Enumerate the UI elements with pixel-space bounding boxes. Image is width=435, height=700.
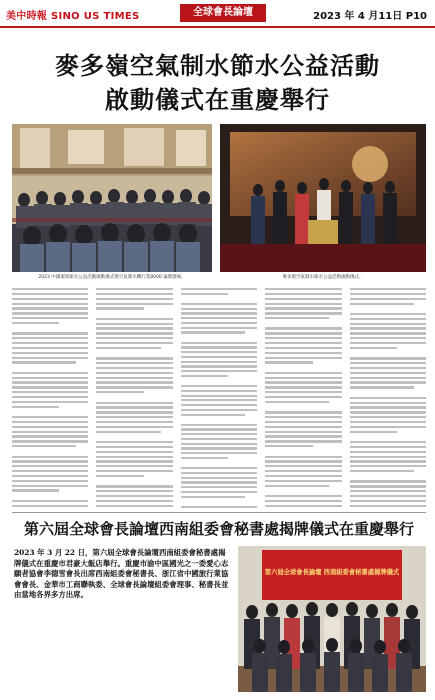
text-line xyxy=(12,426,88,428)
text-line xyxy=(12,377,88,379)
text-line xyxy=(350,386,414,388)
text-line xyxy=(265,317,329,319)
text-line xyxy=(96,406,172,408)
text-line xyxy=(12,440,88,442)
text-line xyxy=(12,307,88,309)
text-line xyxy=(96,307,143,309)
text-line xyxy=(350,416,426,418)
text-line xyxy=(265,440,341,442)
paragraph-gap xyxy=(350,352,426,355)
article1-body-columns xyxy=(12,286,426,508)
text-line xyxy=(350,298,426,300)
text-line xyxy=(12,475,88,477)
text-line xyxy=(12,337,88,339)
paragraph-gap xyxy=(265,450,341,453)
text-line xyxy=(350,362,426,364)
text-line xyxy=(96,337,172,339)
text-line xyxy=(96,372,172,374)
text-line xyxy=(12,505,88,507)
text-line xyxy=(96,288,172,290)
text-line xyxy=(350,505,426,507)
text-line xyxy=(350,372,426,374)
text-line xyxy=(96,485,172,487)
body-column-3 xyxy=(181,286,257,508)
text-line xyxy=(96,402,172,404)
text-line xyxy=(265,421,341,423)
text-line xyxy=(265,381,341,383)
text-line xyxy=(350,485,426,487)
text-line xyxy=(12,391,88,393)
text-line xyxy=(181,424,257,426)
text-line xyxy=(12,396,88,398)
text-line xyxy=(350,318,426,320)
paragraph-gap xyxy=(181,418,257,421)
text-line xyxy=(350,470,414,472)
text-line xyxy=(181,404,257,406)
text-line xyxy=(12,288,88,290)
text-line xyxy=(12,456,88,458)
text-line xyxy=(181,331,245,333)
text-line xyxy=(181,486,257,488)
masthead xyxy=(0,0,435,28)
text-line xyxy=(265,445,312,447)
paragraph-gap xyxy=(12,450,88,453)
body-column-2 xyxy=(96,286,172,508)
text-line xyxy=(96,475,143,477)
text-line xyxy=(265,465,341,467)
text-line xyxy=(96,327,172,329)
paragraph-gap xyxy=(12,494,88,497)
paragraph-gap xyxy=(350,435,426,438)
paragraph-gap xyxy=(12,411,88,414)
paragraph-gap xyxy=(181,298,257,301)
text-line xyxy=(12,347,88,349)
paragraph-gap xyxy=(350,475,426,478)
text-line xyxy=(181,346,257,348)
text-line xyxy=(265,475,341,477)
text-line xyxy=(12,489,59,491)
text-line xyxy=(181,414,245,416)
text-line xyxy=(96,318,172,320)
article2-headline: 第六屆全球會長論壇西南組委會秘書處揭牌儀式在重慶舉行 xyxy=(23,520,414,538)
text-line xyxy=(350,490,426,492)
text-line xyxy=(12,372,88,374)
text-line xyxy=(96,386,172,388)
text-line xyxy=(96,391,143,393)
text-line xyxy=(265,288,341,290)
text-line xyxy=(350,377,426,379)
text-line xyxy=(265,357,341,359)
text-line xyxy=(12,465,88,467)
text-line xyxy=(12,312,88,314)
text-line xyxy=(181,303,257,305)
text-line xyxy=(350,327,426,329)
text-line xyxy=(96,495,172,497)
text-line xyxy=(265,391,341,393)
text-line xyxy=(181,288,257,290)
text-line xyxy=(96,500,172,502)
text-line xyxy=(181,317,257,319)
text-line xyxy=(265,372,341,374)
text-line xyxy=(350,397,426,399)
text-line xyxy=(181,351,257,353)
text-line xyxy=(350,500,426,502)
article1-headline-line1: 麥多嶺空氣制水節水公益活動 xyxy=(55,51,380,80)
text-line xyxy=(96,460,172,462)
text-line xyxy=(96,347,160,349)
text-line xyxy=(12,416,88,418)
body-column-1 xyxy=(12,286,88,508)
text-line xyxy=(181,467,257,469)
text-line xyxy=(265,485,329,487)
text-line xyxy=(265,298,341,300)
paragraph-gap xyxy=(181,380,257,383)
text-line xyxy=(12,357,88,359)
text-line xyxy=(12,352,88,354)
paragraph-gap xyxy=(12,327,88,330)
text-line xyxy=(181,506,257,508)
text-line xyxy=(350,323,426,325)
photo-group-unveiling xyxy=(238,546,426,692)
text-line xyxy=(181,375,228,377)
text-line xyxy=(12,342,88,344)
text-line xyxy=(265,396,341,398)
text-line xyxy=(181,477,257,479)
text-line xyxy=(350,456,426,458)
body-column-5 xyxy=(350,286,426,508)
text-line xyxy=(96,465,172,467)
text-line xyxy=(12,293,88,295)
text-line xyxy=(265,416,341,418)
text-line xyxy=(350,465,426,467)
text-line xyxy=(96,490,172,492)
text-line xyxy=(181,457,228,459)
paragraph-gap xyxy=(265,406,341,409)
date-page-label: 2023 年 4 月11日 P10 xyxy=(313,11,427,22)
text-line xyxy=(350,347,397,349)
text-line xyxy=(265,327,341,329)
text-line xyxy=(350,332,426,334)
text-line xyxy=(350,426,426,428)
text-line xyxy=(181,365,257,367)
text-line xyxy=(96,357,172,359)
text-line xyxy=(181,390,257,392)
text-line xyxy=(350,337,426,339)
text-line xyxy=(265,460,341,462)
text-line xyxy=(181,385,257,387)
newspaper-logo: 美中時報 SINO US TIMES xyxy=(6,11,140,22)
text-line xyxy=(265,500,341,502)
paragraph-gap xyxy=(350,307,426,310)
text-line xyxy=(181,438,257,440)
text-line xyxy=(265,435,341,437)
text-line xyxy=(96,303,172,305)
text-line xyxy=(265,377,341,379)
text-line xyxy=(181,409,257,411)
text-line xyxy=(12,317,88,319)
text-line xyxy=(96,456,172,458)
text-line xyxy=(350,406,426,408)
text-line xyxy=(181,399,257,401)
text-line xyxy=(181,443,257,445)
text-line xyxy=(96,441,172,443)
photo1-caption: 2023 中國環保節水公益活動啟動儀式暨空氣制水機行業8000 論壇現場。 xyxy=(38,275,186,280)
text-line xyxy=(96,332,172,334)
section-label: 全球會長論壇 xyxy=(180,4,266,22)
text-line xyxy=(181,312,257,314)
paragraph-gap xyxy=(265,366,341,369)
text-line xyxy=(350,431,397,433)
text-line xyxy=(265,495,341,497)
text-line xyxy=(265,426,341,428)
text-line xyxy=(265,386,341,388)
article2-body: 2023 年 3 月 22 日，第六屆全球會長論壇西南組委會秘書處揭牌儀式在重慶市君豪大飯店舉行。重慶市渝中區國光之一委愛心志願者協會李德雪會長出席西南組委會秘書長、浙江省中國旅行業協會會長、金華市工商聯執委、全球會長論壇組委會理事、秘書長並由當地各界多方出席。 xyxy=(14,548,229,600)
text-line xyxy=(181,370,257,372)
photo2-caption: 麥多嶺空氣制水節水公益活動啟動儀式。 xyxy=(282,275,364,280)
text-line xyxy=(265,456,341,458)
text-line xyxy=(265,342,341,344)
text-line xyxy=(181,308,257,310)
text-line xyxy=(181,452,257,454)
text-line xyxy=(265,401,329,403)
text-line xyxy=(12,435,88,437)
article1-headline-line2: 啟動儀式在重慶舉行 xyxy=(105,85,330,114)
text-line xyxy=(265,352,341,354)
paragraph-gap xyxy=(96,312,172,315)
text-line xyxy=(181,293,228,295)
text-line xyxy=(350,421,426,423)
body-column-4 xyxy=(265,286,341,508)
text-line xyxy=(181,496,245,498)
text-line xyxy=(96,426,172,428)
text-line xyxy=(265,307,341,309)
text-line xyxy=(181,433,257,435)
text-line xyxy=(350,313,426,315)
text-line xyxy=(12,470,88,472)
text-line xyxy=(12,303,88,305)
paragraph-gap xyxy=(96,480,172,483)
text-line xyxy=(265,337,341,339)
text-line xyxy=(350,441,426,443)
text-line xyxy=(350,402,426,404)
text-line xyxy=(96,451,172,453)
text-line xyxy=(96,421,172,423)
paragraph-gap xyxy=(181,462,257,465)
paragraph-gap xyxy=(265,322,341,325)
text-line xyxy=(12,298,88,300)
text-line xyxy=(181,342,257,344)
text-line xyxy=(96,342,172,344)
text-line xyxy=(12,361,76,363)
text-line xyxy=(265,332,341,334)
text-line xyxy=(265,347,341,349)
section-divider xyxy=(12,512,426,513)
banner-text: 第六屆全球會長論壇 西南組委會秘書處揭牌儀式 xyxy=(264,569,400,576)
text-line xyxy=(96,367,172,369)
text-line xyxy=(96,323,172,325)
text-line xyxy=(12,480,88,482)
text-line xyxy=(12,381,88,383)
photo-stage-ceremony xyxy=(220,124,426,272)
text-line xyxy=(96,446,172,448)
text-line xyxy=(12,332,88,334)
text-line xyxy=(12,485,88,487)
text-line xyxy=(181,327,257,329)
text-line xyxy=(265,303,341,305)
text-line xyxy=(350,495,426,497)
text-line xyxy=(96,411,172,413)
text-line xyxy=(12,460,88,462)
text-line xyxy=(181,481,257,483)
text-line xyxy=(12,401,88,403)
text-line xyxy=(265,480,341,482)
text-line xyxy=(181,447,257,449)
paragraph-gap xyxy=(350,391,426,394)
text-line xyxy=(265,470,341,472)
text-line xyxy=(350,357,426,359)
text-line xyxy=(96,431,160,433)
paragraph-gap xyxy=(265,489,341,492)
text-line xyxy=(12,322,59,324)
paragraph-gap xyxy=(96,396,172,399)
paragraph-gap xyxy=(181,500,257,503)
text-line xyxy=(12,445,76,447)
text-line xyxy=(265,431,341,433)
paragraph-gap xyxy=(181,336,257,339)
text-line xyxy=(96,362,172,364)
text-line xyxy=(181,356,257,358)
text-line xyxy=(265,411,341,413)
text-line xyxy=(350,460,426,462)
text-line xyxy=(350,381,426,383)
text-line xyxy=(96,298,172,300)
photo-conference-hall xyxy=(12,124,212,272)
text-line xyxy=(350,367,426,369)
paragraph-gap xyxy=(96,435,172,438)
text-line xyxy=(12,421,88,423)
text-line xyxy=(350,293,426,295)
text-line xyxy=(181,428,257,430)
paragraph-gap xyxy=(96,352,172,355)
text-line xyxy=(350,451,426,453)
text-line xyxy=(96,505,172,507)
paragraph-gap xyxy=(12,366,88,369)
text-line xyxy=(350,288,426,290)
text-line xyxy=(96,470,172,472)
text-line xyxy=(265,293,341,295)
text-line xyxy=(96,381,172,383)
text-line xyxy=(350,303,414,305)
text-line xyxy=(12,431,88,433)
text-line xyxy=(265,361,312,363)
text-line xyxy=(181,361,257,363)
text-line xyxy=(181,491,257,493)
text-line xyxy=(12,386,88,388)
text-line xyxy=(350,411,426,413)
text-line xyxy=(181,322,257,324)
text-line xyxy=(350,446,426,448)
text-line xyxy=(96,293,172,295)
text-line xyxy=(265,505,341,507)
text-line xyxy=(181,395,257,397)
text-line xyxy=(350,480,426,482)
text-line xyxy=(350,342,426,344)
text-line xyxy=(181,472,257,474)
text-line xyxy=(12,406,59,408)
text-line xyxy=(12,500,88,502)
text-line xyxy=(96,416,172,418)
text-line xyxy=(265,312,341,314)
text-line xyxy=(96,377,172,379)
